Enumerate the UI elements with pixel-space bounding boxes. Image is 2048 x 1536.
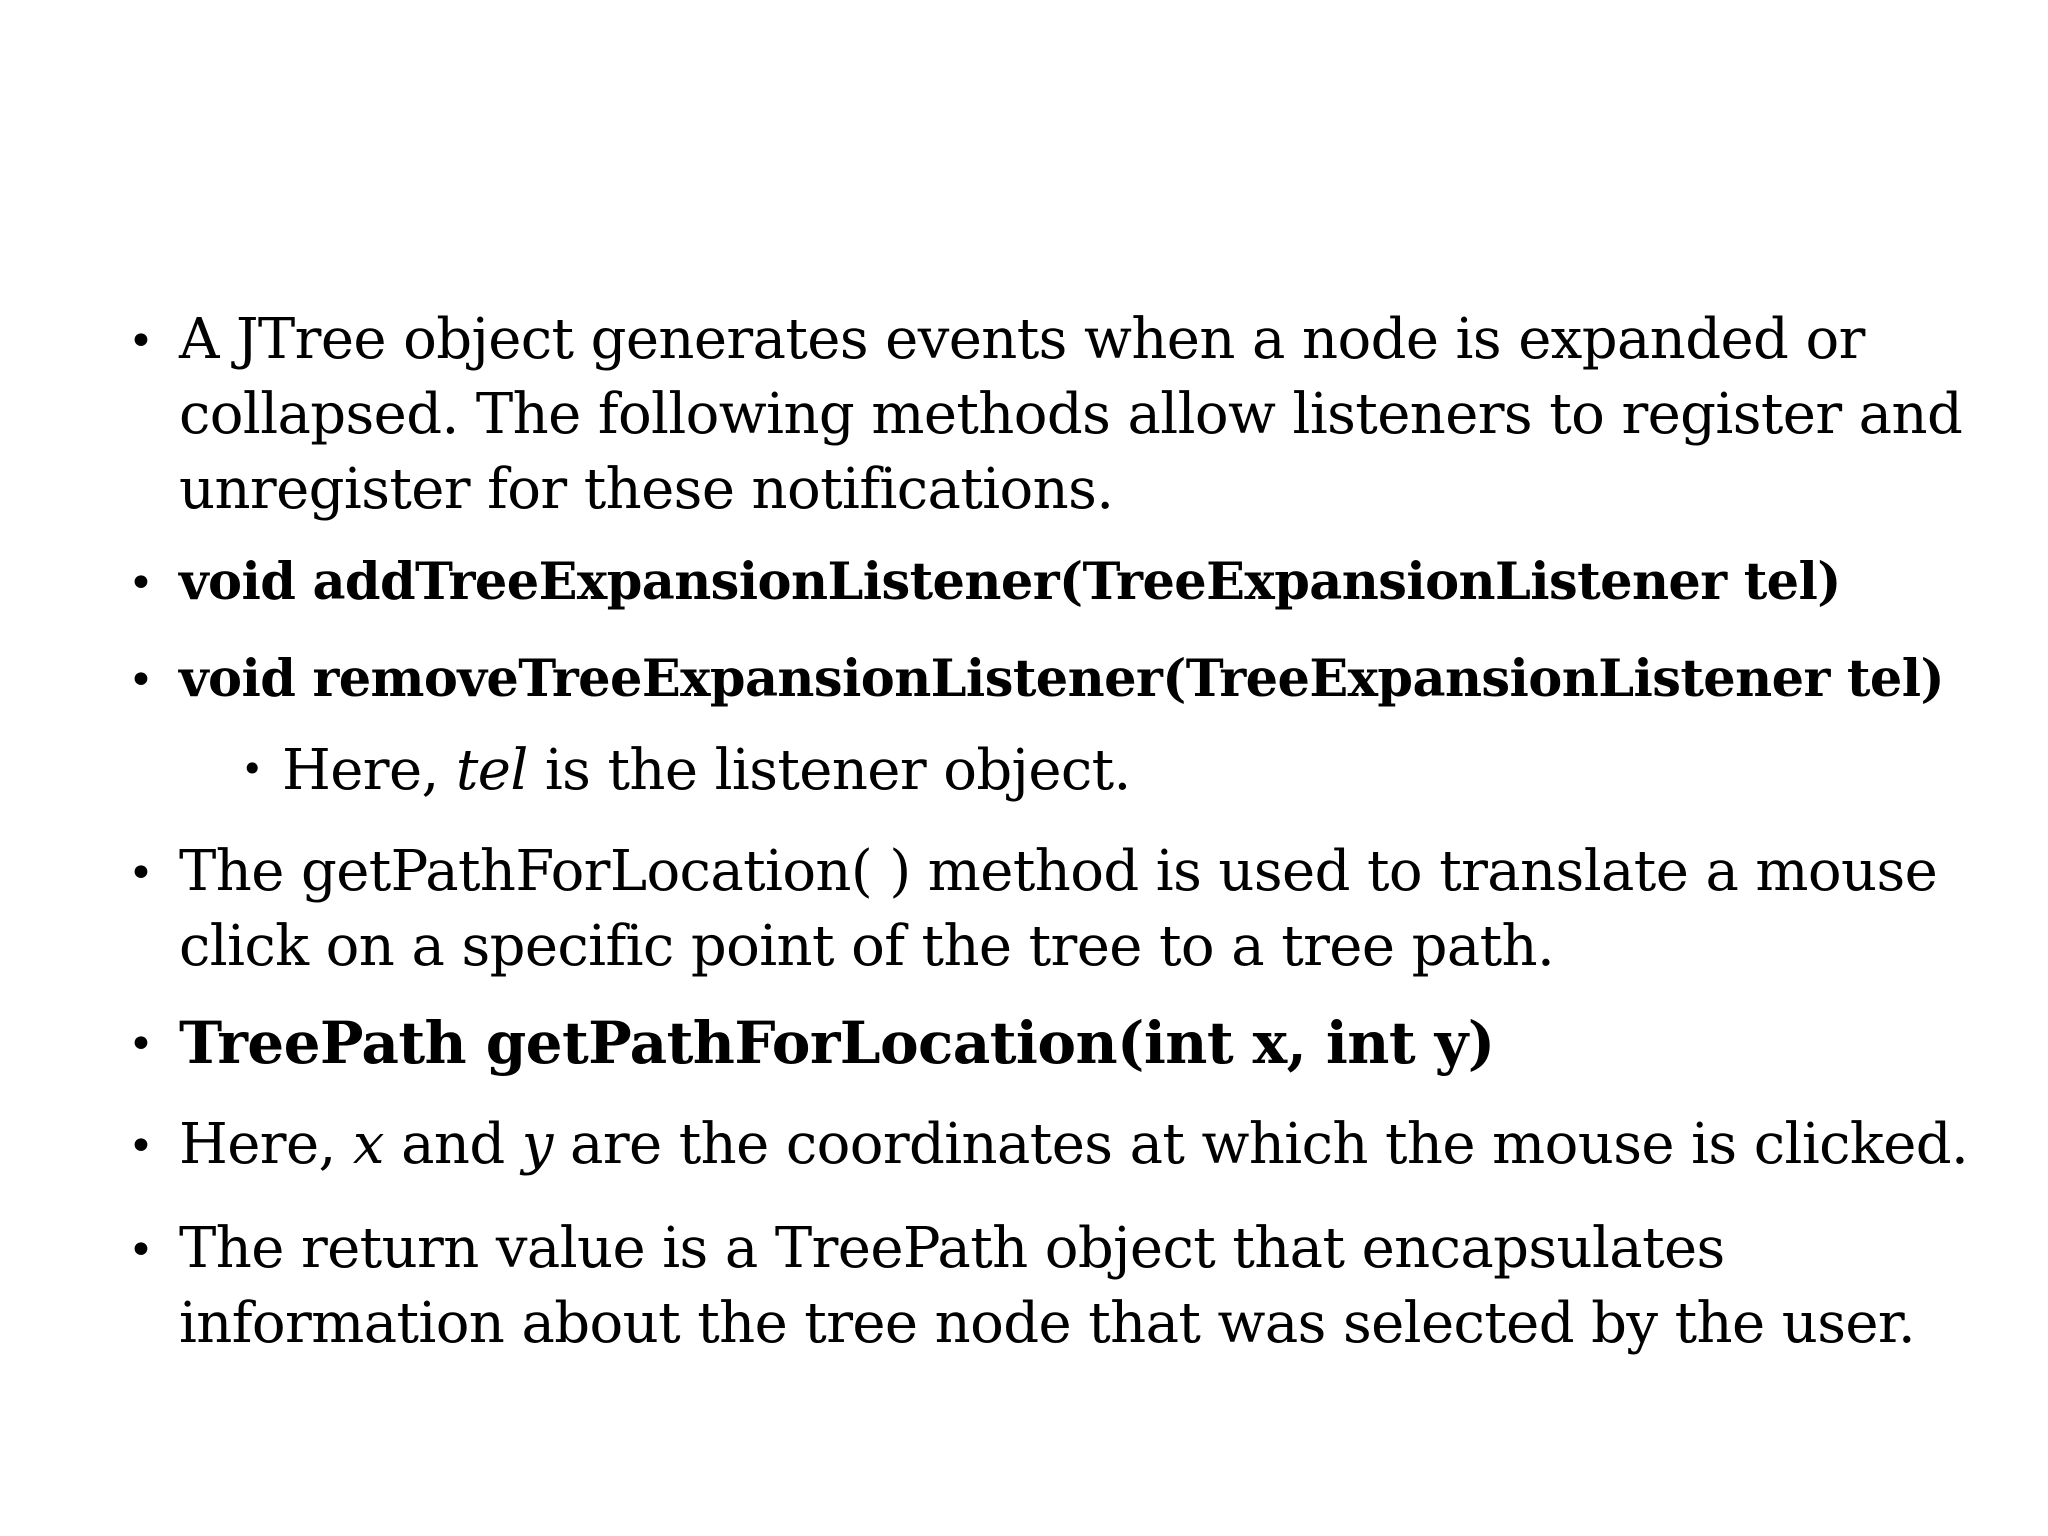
method-signature: TreePath getPathForLocation(int x, int y) <box>179 1009 1495 1077</box>
method-signature: void addTreeExpansionListener(TreeExpansionListener tel) <box>179 552 1841 612</box>
text-line: unregister for these notifications. <box>179 457 1114 522</box>
bullet-dot: • <box>128 316 154 367</box>
text-run: is the listener object. <box>527 738 1131 803</box>
text-run: are the coordinates at which the mouse is clicked. <box>552 1112 1969 1177</box>
text-line: click on a specific point of the tree to a tree path. <box>179 914 1555 979</box>
bullet-text <box>179 1005 1495 1081</box>
bullet-text <box>179 834 1937 984</box>
emphasis-text: tel <box>455 738 528 803</box>
bullet-text <box>282 733 1131 808</box>
bullet-dot: • <box>241 747 264 791</box>
text-line: The getPathForLocation( ) method is used to translate a mouse <box>179 839 1938 904</box>
bullet-dot: • <box>128 655 154 706</box>
bullet-text <box>179 1211 1915 1361</box>
bullet-dot: • <box>128 848 154 899</box>
bullet-text <box>179 302 1962 527</box>
bullet-dot: • <box>128 1121 154 1172</box>
text-run: and <box>383 1112 522 1177</box>
text-line: collapsed. The following methods allow listeners to register and <box>179 382 1963 447</box>
bullet-text <box>179 645 1944 714</box>
bullet-dot: • <box>128 1225 154 1276</box>
bullet-text <box>179 1107 1968 1182</box>
text-line: A JTree object generates events when a node is expanded or <box>179 307 1865 372</box>
text-run: Here, <box>282 738 456 803</box>
emphasis-text: x <box>352 1112 384 1177</box>
text-run: Here, <box>179 1112 353 1177</box>
text-line: The return value is a TreePath object that encapsulates <box>179 1216 1725 1281</box>
bullet-dot: • <box>128 1019 154 1070</box>
bullet-text <box>179 548 1841 617</box>
text-line: information about the tree node that was selected by the user. <box>179 1291 1916 1356</box>
method-signature: void removeTreeExpansionListener(TreeExpansionListener tel) <box>179 649 1945 709</box>
emphasis-text: y <box>521 1112 553 1177</box>
bullet-dot: • <box>128 558 154 609</box>
